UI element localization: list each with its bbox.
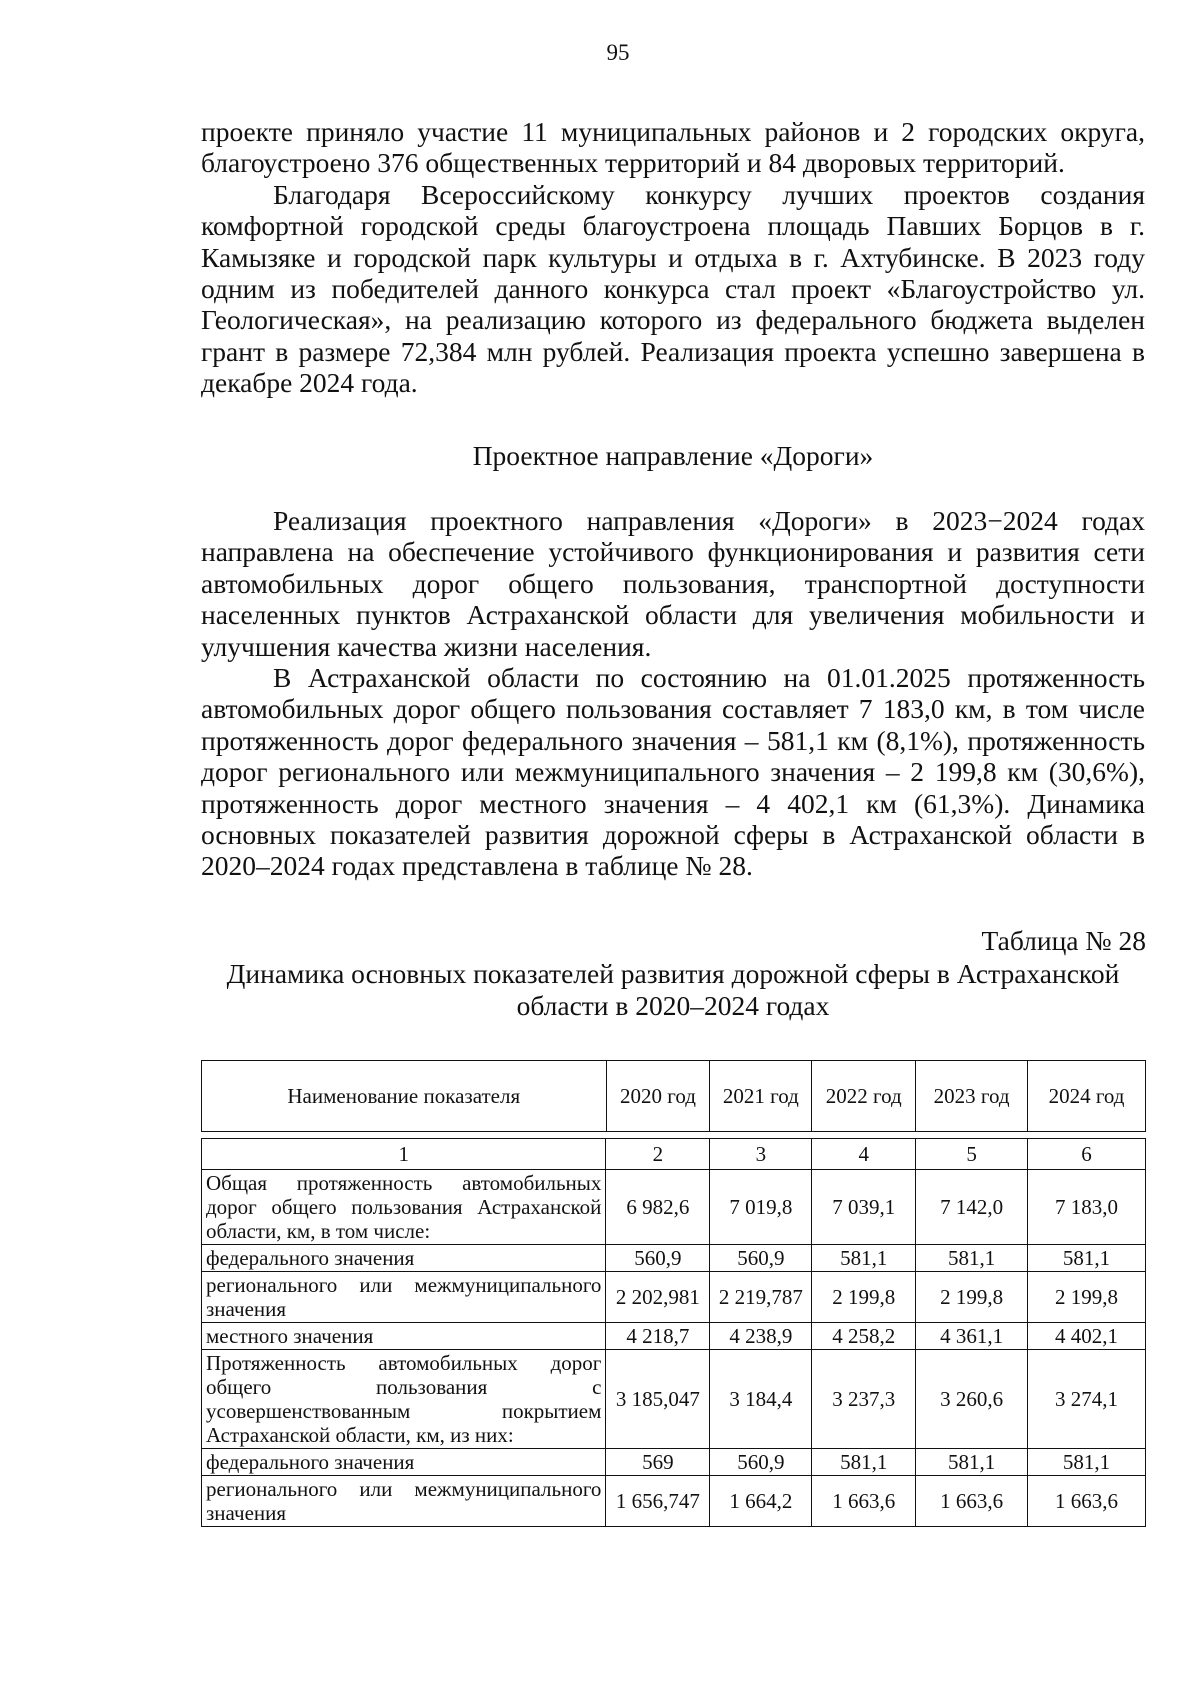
value-cell: 3 260,6 — [916, 1350, 1028, 1449]
value-cell: 581,1 — [812, 1449, 916, 1476]
index-cell: 6 — [1028, 1139, 1146, 1170]
value-cell: 7 142,0 — [916, 1170, 1028, 1245]
section-heading: Проектное направление «Дороги» — [472, 440, 874, 471]
row-label: Общая протяженность автомобильных дорог общего пользования Астраханской области, км, в том числе: — [202, 1170, 606, 1245]
value-cell: 4 402,1 — [1028, 1323, 1146, 1350]
column-header: 2023 год — [916, 1061, 1028, 1132]
value-cell: 7 183,0 — [1028, 1170, 1146, 1245]
value-cell: 7 039,1 — [812, 1170, 916, 1245]
row-label: регионального или межмуниципального значения — [202, 1476, 606, 1527]
value-cell: 581,1 — [1028, 1449, 1146, 1476]
index-row — [202, 1139, 1146, 1170]
value-cell: 3 185,047 — [606, 1350, 710, 1449]
table-header — [201, 1060, 1146, 1132]
value-cell: 581,1 — [812, 1245, 916, 1272]
value-cell: 4 361,1 — [916, 1323, 1028, 1350]
table-row — [202, 1245, 1146, 1272]
value-cell: 2 199,8 — [1028, 1272, 1146, 1323]
value-cell: 2 219,787 — [710, 1272, 812, 1323]
paragraph: Реализация проектного направления «Дороги» в 2023−2024 годах направлена на обеспечение устойчивого функционирования и развития сети автомобильных дорог общего пользования, транспортной доступности населенных пунктов Астраханской области для увеличения мобильности и улучшения качества жизни населения. — [201, 505, 1145, 662]
value-cell: 581,1 — [916, 1449, 1028, 1476]
value-cell: 581,1 — [916, 1245, 1028, 1272]
column-header: 2024 год — [1028, 1061, 1146, 1132]
table-row — [202, 1350, 1146, 1449]
table-row — [202, 1476, 1146, 1527]
table-row — [202, 1272, 1146, 1323]
paragraph: В Астраханской области по состоянию на 01.01.2025 протяженность автомобильных дорог общего пользования составляет 7 183,0 км, в том числе протяженность дорог федерального значения – 581,1 км (8,1%), протяженность дорог регионального или межмуниципального значения – 2 199,8 км (30,6%), протяженность дорог местного значения – 4 402,1 км (61,3%). Динамика основных показателей развития дорожной сферы в Астраханской области в 2020–2024 годах представлена в таблице № 28. — [201, 662, 1145, 882]
index-cell: 1 — [202, 1139, 606, 1170]
data-table — [201, 1138, 1146, 1527]
value-cell: 6 982,6 — [606, 1170, 710, 1245]
paragraph: Благодаря Всероссийскому конкурсу лучших проектов создания комфортной городской среды благоустроена площадь Павших Борцов в г. Камызяке и городской парк культуры и отдыха в г. Ахтубинске. В 2023 году одним из победителей данного конкурса стал проект «Благоустройство ул. Геологическая», на реализацию которого из федерального бюджета выделен грант в размере 72,384 млн рублей. Реализация проекта успешно завершена в декабре 2024 года. — [201, 178, 1145, 399]
value-cell: 560,9 — [606, 1245, 710, 1272]
value-cell: 560,9 — [710, 1245, 812, 1272]
index-cell: 2 — [606, 1139, 710, 1170]
paragraph: проекте приняло участие 11 муниципальных районов и 2 городских округа, благоустроено 376 общественных территорий и 84 дворовых территорий. — [201, 116, 1145, 179]
table-row — [202, 1449, 1146, 1476]
value-cell: 2 199,8 — [916, 1272, 1028, 1323]
value-cell: 4 218,7 — [606, 1323, 710, 1350]
value-cell: 1 663,6 — [1028, 1476, 1146, 1527]
index-cell: 4 — [812, 1139, 916, 1170]
table-row — [202, 1323, 1146, 1350]
value-cell: 3 274,1 — [1028, 1350, 1146, 1449]
value-cell: 2 202,981 — [606, 1272, 710, 1323]
index-cell: 5 — [916, 1139, 1028, 1170]
roads-text — [201, 505, 1145, 882]
table-row — [202, 1170, 1146, 1245]
row-label: федерального значения — [202, 1245, 606, 1272]
value-cell: 560,9 — [710, 1449, 812, 1476]
row-label: местного значения — [202, 1323, 606, 1350]
index-cell: 3 — [710, 1139, 812, 1170]
column-header: 2022 год — [812, 1061, 916, 1132]
value-cell: 7 019,8 — [710, 1170, 812, 1245]
value-cell: 2 199,8 — [812, 1272, 916, 1323]
table-title: Динамика основных показателей развития дорожной сферы в Астраханской области в 2020–2024 годах — [226, 958, 1120, 1021]
column-header: Наименование показателя — [202, 1061, 607, 1132]
row-label: федерального значения — [202, 1449, 606, 1476]
value-cell: 581,1 — [1028, 1245, 1146, 1272]
table-number: Таблица № 28 — [981, 925, 1146, 956]
value-cell: 569 — [606, 1449, 710, 1476]
intro-text — [201, 116, 1145, 399]
row-label: Протяженность автомобильных дорог общего пользования с усовершенствованным покрытием Астраханской области, км, из них: — [202, 1350, 606, 1449]
table-header-row — [202, 1061, 1146, 1132]
value-cell: 1 663,6 — [916, 1476, 1028, 1527]
value-cell: 3 184,4 — [710, 1350, 812, 1449]
page-number: 95 — [606, 40, 630, 65]
value-cell: 1 656,747 — [606, 1476, 710, 1527]
value-cell: 3 237,3 — [812, 1350, 916, 1449]
column-header: 2020 год — [606, 1061, 710, 1132]
row-label: регионального или межмуниципального значения — [202, 1272, 606, 1323]
value-cell: 4 258,2 — [812, 1323, 916, 1350]
value-cell: 4 238,9 — [710, 1323, 812, 1350]
value-cell: 1 664,2 — [710, 1476, 812, 1527]
column-header: 2021 год — [710, 1061, 812, 1132]
value-cell: 1 663,6 — [812, 1476, 916, 1527]
